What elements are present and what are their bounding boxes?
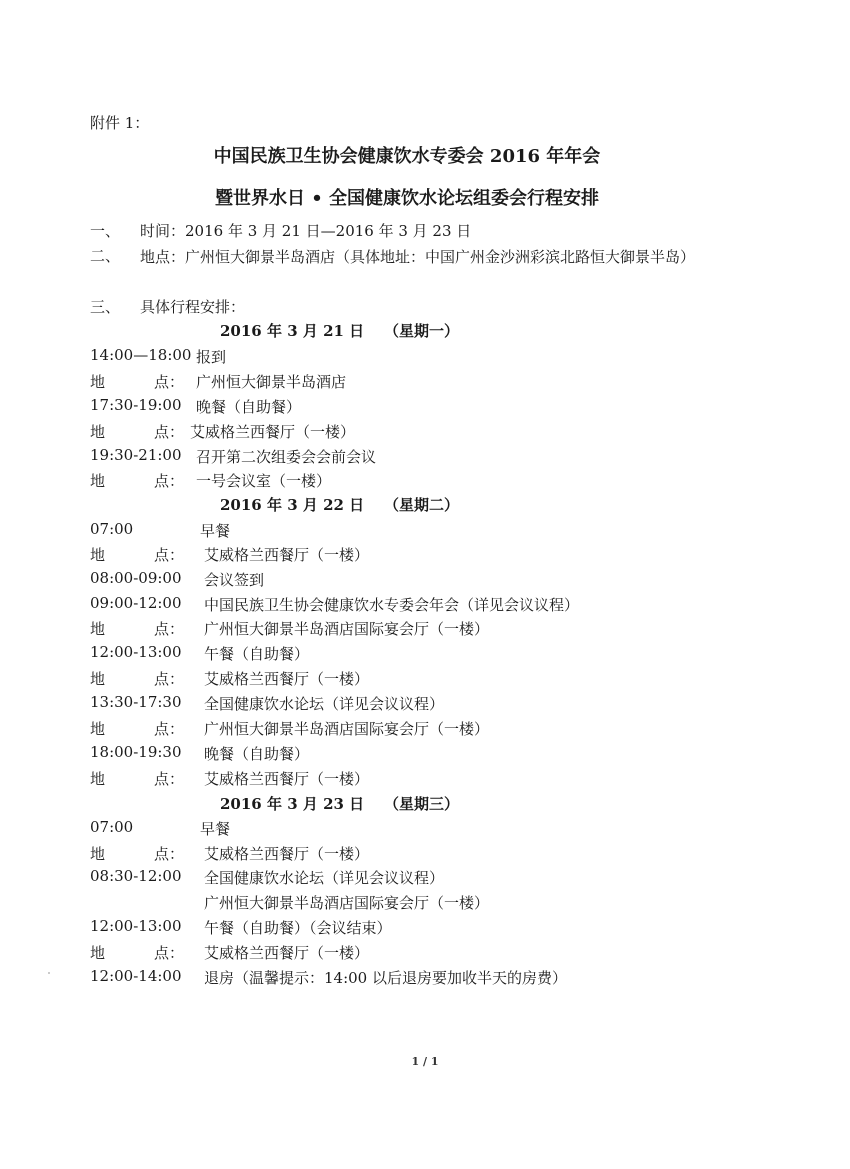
page-number: 1 / 1 — [411, 1055, 439, 1068]
row-item: 晚餐（自助餐） — [196, 398, 302, 416]
section-text: 具体行程安排： — [140, 298, 246, 316]
day-heading-3 — [220, 793, 460, 814]
day-date: 2016 年 3 月 22 日 — [220, 496, 365, 514]
row-item: 早餐 — [200, 522, 231, 540]
day-weekday: （星期三） — [384, 795, 460, 813]
row-time: 12:00-13:00 — [90, 917, 182, 935]
row-item: 午餐（自助餐）（会议结束） — [204, 919, 392, 937]
location-label-part: 点： — [154, 423, 185, 441]
section-number: 三、 — [90, 298, 121, 316]
row-time: 18:00-19:30 — [90, 743, 182, 761]
location-label-part: 地 — [90, 670, 106, 688]
row-item: 午餐（自助餐） — [204, 645, 310, 663]
row-time: 08:30-12:00 — [90, 867, 182, 885]
location-label-part: 地 — [90, 620, 106, 638]
row-location: 艾威格兰西餐厅（一楼） — [204, 670, 370, 688]
location-label-part: 点： — [154, 720, 185, 738]
day-heading-1 — [220, 320, 460, 341]
location-label-part: 地 — [90, 546, 106, 564]
row-item: 晚餐（自助餐） — [204, 745, 310, 763]
location-label-part: 地 — [90, 770, 106, 788]
location-label-part: 地 — [90, 472, 106, 490]
row-time: 08:00-09:00 — [90, 569, 182, 587]
location-label-part: 地 — [90, 373, 106, 391]
row-location: 艾威格兰西餐厅（一楼） — [190, 423, 356, 441]
row-time: 13:30-17:30 — [90, 693, 182, 711]
row-location: 广州恒大御景半岛酒店 — [196, 373, 347, 391]
day-heading-2 — [220, 494, 460, 515]
location-label-part: 点： — [154, 373, 185, 391]
section-text: 时间：2016 年 3 月 21 日—2016 年 3 月 23 日 — [140, 222, 472, 240]
row-item: 早餐 — [200, 820, 231, 838]
row-item: 报到 — [196, 348, 227, 366]
row-location: 艾威格兰西餐厅（一楼） — [204, 546, 370, 564]
attachment-label: 附件 1： — [90, 114, 150, 132]
row-item: 全国健康饮水论坛（详见会议议程） — [204, 869, 445, 887]
row-location: 广州恒大御景半岛酒店国际宴会厅（一楼） — [204, 620, 490, 638]
location-label-part: 点： — [154, 770, 185, 788]
row-time: 09:00-12:00 — [90, 594, 182, 612]
document-title-line-2: 暨世界水日 • 全国健康饮水论坛组委会行程安排 — [214, 188, 600, 209]
row-time: 17:30-19:00 — [90, 396, 182, 414]
row-item: 退房（温馨提示：14:00 以后退房要加收半天的房费） — [204, 969, 567, 987]
row-location: 艾威格兰西餐厅（一楼） — [204, 944, 370, 962]
section-number: 二、 — [90, 247, 121, 265]
location-label-part: 地 — [90, 944, 106, 962]
row-time: 07:00 — [90, 520, 134, 538]
day-date: 2016 年 3 月 21 日 — [220, 322, 365, 340]
location-label-part: 地 — [90, 845, 106, 863]
row-location: 一号会议室（一楼） — [196, 472, 332, 490]
location-label-part: 点： — [154, 620, 185, 638]
day-weekday: （星期二） — [384, 496, 460, 514]
section-text: 地点：广州恒大御景半岛酒店（具体地址：中国广州金沙洲彩滨北路恒大御景半岛） — [140, 248, 696, 266]
row-time: 14:00—18:00 — [90, 346, 192, 364]
location-label-part: 点： — [154, 670, 185, 688]
location-label-part: 点： — [154, 472, 185, 490]
location-label-part: 地 — [90, 423, 106, 441]
row-location: 广州恒大御景半岛酒店国际宴会厅（一楼） — [204, 894, 490, 912]
row-time: 07:00 — [90, 818, 134, 836]
row-item: 中国民族卫生协会健康饮水专委会年会（详见会议议程） — [204, 596, 580, 614]
row-item: 召开第二次组委会会前会议 — [196, 448, 377, 466]
row-item: 全国健康饮水论坛（详见会议议程） — [204, 695, 445, 713]
day-weekday: （星期一） — [384, 322, 460, 340]
row-time: 19:30-21:00 — [90, 446, 182, 464]
location-label-part: 点： — [154, 546, 185, 564]
location-label-part: 点： — [154, 845, 185, 863]
row-item: 会议签到 — [204, 571, 265, 589]
location-label-part: 点： — [154, 944, 185, 962]
document-title-line-1: 中国民族卫生协会健康饮水专委会 2016 年年会 — [213, 146, 601, 167]
row-location: 艾威格兰西餐厅（一楼） — [204, 770, 370, 788]
row-location: 艾威格兰西餐厅（一楼） — [204, 845, 370, 863]
row-location: 广州恒大御景半岛酒店国际宴会厅（一楼） — [204, 720, 490, 738]
location-label-part: 地 — [90, 720, 106, 738]
day-date: 2016 年 3 月 23 日 — [220, 795, 365, 813]
row-time: 12:00-13:00 — [90, 643, 182, 661]
section-number: 一、 — [90, 222, 121, 240]
row-time: 12:00-14:00 — [90, 967, 182, 985]
scan-speck — [48, 972, 50, 974]
